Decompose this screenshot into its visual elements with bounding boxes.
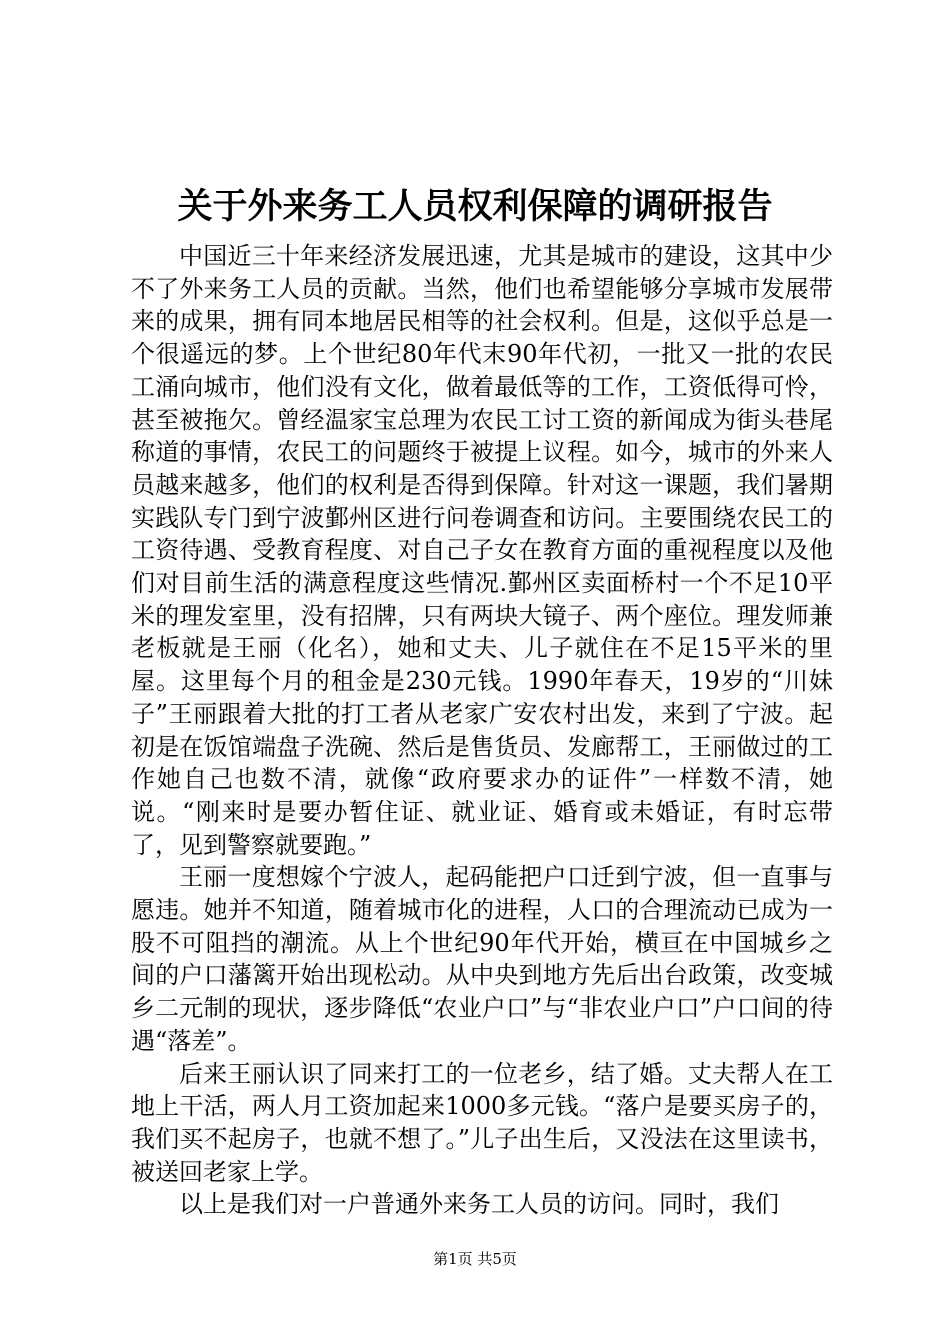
paragraph-2: 王丽一度想嫁个宁波人，起码能把户口迁到宁波，但一直事与愿违。她并不知道，随着城市化的进程，人口的合理流动已成为一股不可阻挡的潮流。从上个世纪90年代开始，横亘在中国城乡之间的户口藩篱开始出现松动。从中央到地方先后出台政策，改变城乡二元制的现状，逐步降低“农业户口”与“非农业户口”户口间的待遇“落差”。 [131,863,833,1055]
paragraph-1: 中国近三十年来经济发展迅速，尤其是城市的建设，这其中少不了外来务工人员的贡献。当然，他们也希望能够分享城市发展带来的成果，拥有同本地居民相等的社会权利。但是，这似乎总是一个很遥远的梦。上个世纪80年代末90年代初，一批又一批的农民工涌向城市，他们没有文化，做着最低等的工作，工资低得可怜，甚至被拖欠。曾经温家宝总理为农民工讨工资的新闻成为街头巷尾称道的事情，农民工的问题终于被提上议程。如今，城市的外来人员越来越多，他们的权利是否得到保障。针对这一课题，我们暑期实践队专门到宁波鄞州区进行问卷调查和访问。主要围绕农民工的工资待遇、受教育程度、对自己子女在教育方面的重视程度以及他们对目前生活的满意程度这些情况.鄞州区卖面桥村一个不足10平米的理发室里，没有招牌，只有两块大镜子、两个座位。理发师兼老板就是王丽（化名），她和丈夫、儿子就住在不足15平米的里屋。这里每个月的租金是230元钱。1990年春天，19岁的“川妹子”王丽跟着大批的打工者从老家广安农村出发，来到了宁波。起初是在饭馆端盘子洗碗、然后是售货员、发廊帮工，王丽做过的工作她自己也数不清，就像“政府要求办的证件”一样数不清，她说。“刚来时是要办暂住证、就业证、婚育或未婚证，有时忘带了，见到警察就要跑。” [131,242,833,859]
document-title: 关于外来务工人员权利保障的调研报告 [177,186,773,227]
paragraph-3: 后来王丽认识了同来打工的一位老乡，结了婚。丈夫帮人在工地上干活，两人月工资加起来1000多元钱。“落户是要买房子的，我们买不起房子，也就不想了。”儿子出生后，又没法在这里读书，被送回老家上学。 [131,1059,833,1186]
page-footer: 第1页 共5页 [433,1250,517,1268]
document-body [131,240,833,1221]
paragraph-4: 以上是我们对一户普通外来务工人员的访问。同时，我们 [179,1190,779,1219]
